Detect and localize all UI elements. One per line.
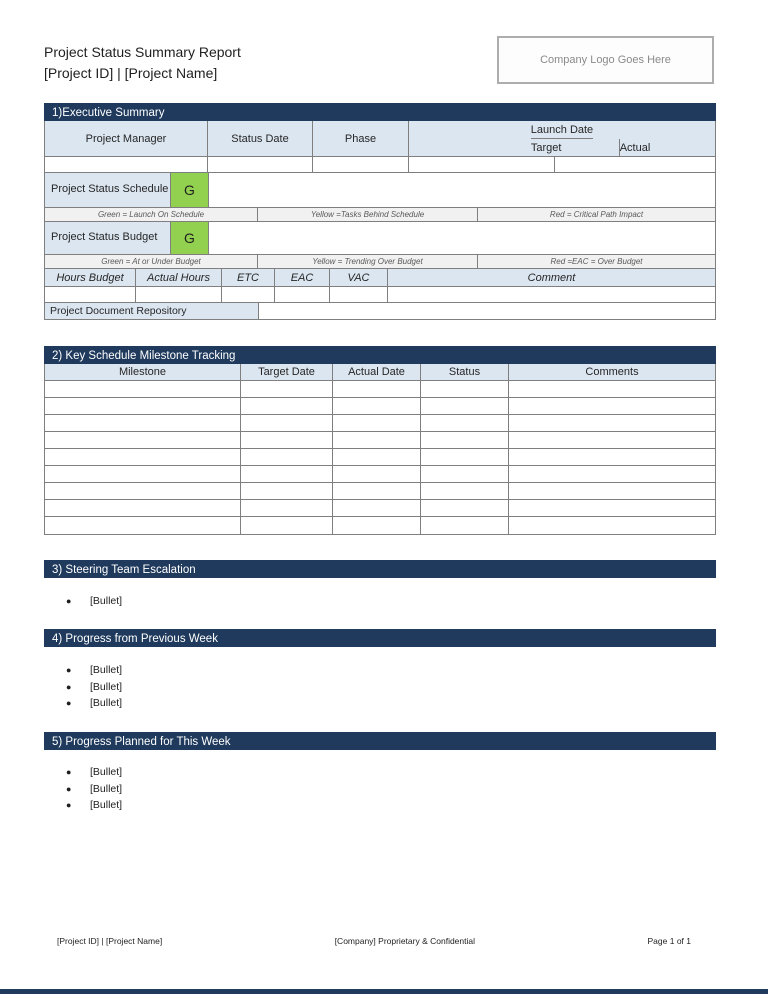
budget-legend-row (45, 255, 715, 269)
section-header-milestone-tracking (44, 346, 716, 364)
milestone-cell[interactable] (421, 466, 509, 482)
col-header-vac: VAC (330, 269, 388, 286)
table-row (45, 483, 715, 500)
eac-field[interactable] (275, 287, 330, 302)
footer-page-number: Page 1 of 1 (647, 936, 691, 946)
steering-escalation-bullets (66, 595, 122, 612)
table-row (45, 398, 715, 415)
list-item[interactable] (66, 766, 122, 783)
schedule-status-indicator[interactable]: G (171, 173, 209, 207)
milestone-cell[interactable] (45, 398, 241, 414)
section-title: 3) Steering Team Escalation (52, 564, 196, 576)
section-header-progress-previous-week (44, 629, 716, 647)
bullet-icon: ● (66, 767, 72, 777)
milestone-cell[interactable] (241, 381, 333, 397)
milestone-cell[interactable] (509, 398, 715, 414)
hours-data-row (45, 287, 715, 303)
section-title: 2) Key Schedule Milestone Tracking (52, 350, 236, 362)
bullet-icon: ● (66, 681, 72, 692)
bullet-text: [Bullet] (90, 782, 123, 795)
progress-this-week-bullets (66, 766, 122, 816)
milestone-header-row (45, 364, 715, 381)
section-title: 1)Executive Summary (52, 107, 165, 119)
milestone-cell[interactable] (333, 466, 421, 482)
milestone-cell[interactable] (509, 483, 715, 499)
budget-status-indicator[interactable]: G (171, 222, 209, 254)
col-header-project-manager: Project Manager (45, 121, 208, 156)
list-item[interactable] (66, 595, 122, 612)
launch-actual-field[interactable] (555, 157, 715, 172)
col-header-eac: EAC (275, 269, 330, 286)
col-header-actual: Actual (620, 139, 651, 156)
milestone-cell[interactable] (333, 517, 421, 534)
footer-confidential: [Company] Proprietary & Confidential (334, 936, 476, 946)
milestone-cell[interactable] (45, 415, 241, 431)
section-header-progress-this-week (44, 732, 716, 750)
col-header-phase: Phase (313, 121, 409, 156)
project-manager-field[interactable] (45, 157, 208, 172)
col-header-launch-date: Launch Date (531, 121, 593, 139)
milestone-cell[interactable] (45, 466, 241, 482)
legend-red-budget: Red =EAC = Over Budget (478, 255, 715, 268)
milestone-cell[interactable] (333, 398, 421, 414)
milestone-cell[interactable] (241, 415, 333, 431)
status-date-field[interactable] (208, 157, 313, 172)
table-row (45, 500, 715, 517)
col-header-hours-budget: Hours Budget (45, 269, 136, 286)
progress-previous-week-bullets (66, 664, 122, 714)
milestone-cell[interactable] (421, 432, 509, 448)
legend-green-schedule: Green = Launch On Schedule (45, 208, 258, 221)
actual-hours-field[interactable] (136, 287, 222, 302)
milestone-cell[interactable] (509, 500, 715, 516)
bullet-text: [Bullet] (90, 766, 123, 778)
col-header-milestone: Milestone (45, 364, 241, 380)
bullet-icon: ● (66, 596, 72, 606)
milestone-cell[interactable] (45, 432, 241, 448)
list-item[interactable] (66, 697, 122, 714)
legend-red-schedule: Red = Critical Path Impact (478, 208, 715, 221)
legend-yellow-budget: Yellow = Trending Over Budget (258, 255, 478, 268)
bullet-icon: ● (66, 783, 72, 794)
milestone-cell[interactable] (333, 449, 421, 465)
hours-budget-field[interactable] (45, 287, 136, 302)
milestone-cell[interactable] (333, 381, 421, 397)
milestone-cell[interactable] (509, 466, 715, 482)
milestone-cell[interactable] (421, 500, 509, 516)
vac-field[interactable] (330, 287, 388, 302)
milestone-cell[interactable] (45, 483, 241, 499)
exec-header-row (45, 121, 715, 157)
milestone-cell[interactable] (45, 500, 241, 516)
milestone-empty-rows (45, 381, 715, 534)
milestone-cell[interactable] (333, 500, 421, 516)
milestone-cell[interactable] (241, 483, 333, 499)
milestone-cell[interactable] (241, 449, 333, 465)
milestone-cell[interactable] (509, 517, 715, 534)
table-row (45, 466, 715, 483)
list-item[interactable] (66, 783, 122, 800)
bullet-text: [Bullet] (90, 595, 123, 607)
etc-field[interactable] (222, 287, 275, 302)
exec-data-row (45, 157, 715, 173)
col-header-etc: ETC (222, 269, 275, 286)
milestone-cell[interactable] (509, 432, 715, 448)
milestone-cell[interactable] (421, 449, 509, 465)
bullet-text: [Bullet] (90, 664, 123, 676)
section-header-executive-summary (44, 103, 716, 121)
list-item[interactable] (66, 681, 122, 698)
col-header-launch-date-group (409, 121, 715, 156)
schedule-status-row (45, 173, 715, 208)
company-logo-placeholder[interactable] (497, 36, 714, 84)
milestone-cell[interactable] (421, 398, 509, 414)
col-header-comment: Comment (388, 269, 715, 286)
page-footer (57, 936, 691, 946)
col-header-comments: Comments (509, 364, 715, 380)
table-row (45, 449, 715, 466)
milestone-cell[interactable] (333, 432, 421, 448)
repository-row (45, 303, 715, 319)
milestone-cell[interactable] (421, 483, 509, 499)
table-row (45, 432, 715, 449)
section-title: 5) Progress Planned for This Week (52, 736, 231, 748)
col-header-actual-date: Actual Date (333, 364, 421, 380)
report-title: Project Status Summary Report (44, 44, 241, 60)
hours-header-row (45, 269, 715, 287)
list-item[interactable] (66, 799, 122, 816)
comment-field[interactable] (388, 287, 715, 302)
document-title (44, 42, 241, 84)
budget-status-comment-field[interactable] (209, 222, 715, 254)
bullet-text: [Bullet] (90, 680, 123, 693)
list-item[interactable] (66, 664, 122, 681)
milestone-cell[interactable] (241, 500, 333, 516)
schedule-status-label: Project Status Schedule (45, 173, 171, 207)
section-title: 4) Progress from Previous Week (52, 633, 218, 645)
milestone-cell[interactable] (45, 517, 241, 534)
schedule-legend-row (45, 208, 715, 222)
bullet-icon: ● (66, 665, 72, 675)
legend-yellow-schedule: Yellow =Tasks Behind Schedule (258, 208, 478, 221)
budget-status-label: Project Status Budget (45, 222, 171, 254)
col-header-status: Status (421, 364, 509, 380)
milestone-cell[interactable] (241, 398, 333, 414)
logo-placeholder-text: Company Logo Goes Here (540, 54, 671, 66)
phase-field[interactable] (313, 157, 409, 172)
col-header-status-date: Status Date (208, 121, 313, 156)
col-header-actual-hours: Actual Hours (136, 269, 222, 286)
executive-summary-table (44, 121, 716, 320)
bullet-text: [Bullet] (90, 799, 123, 812)
milestone-cell[interactable] (333, 483, 421, 499)
legend-green-budget: Green = At or Under Budget (45, 255, 258, 268)
next-page-edge-band (0, 989, 768, 994)
milestone-cell[interactable] (509, 415, 715, 431)
schedule-status-comment-field[interactable] (209, 173, 715, 207)
launch-target-field[interactable] (409, 157, 555, 172)
bullet-text: [Bullet] (90, 697, 123, 710)
milestone-cell[interactable] (241, 432, 333, 448)
table-row (45, 381, 715, 398)
budget-status-row (45, 222, 715, 255)
bullet-icon: ● (66, 698, 72, 709)
milestone-cell[interactable] (241, 517, 333, 534)
milestone-cell[interactable] (45, 381, 241, 397)
footer-project-id: [Project ID] | [Project Name] (57, 936, 163, 946)
milestone-cell[interactable] (45, 449, 241, 465)
milestone-cell[interactable] (509, 449, 715, 465)
bullet-icon: ● (66, 800, 72, 811)
milestone-cell[interactable] (241, 466, 333, 482)
milestone-cell[interactable] (421, 517, 509, 534)
section-header-steering-escalation (44, 560, 716, 578)
col-header-target: Target (474, 139, 620, 156)
repository-link-field[interactable] (259, 303, 715, 319)
table-row (45, 415, 715, 432)
repository-label: Project Document Repository (45, 303, 259, 319)
milestone-cell[interactable] (509, 381, 715, 397)
milestone-table (44, 364, 716, 535)
project-id-name: [Project ID] | [Project Name] (44, 65, 218, 81)
milestone-cell[interactable] (421, 415, 509, 431)
table-row (45, 517, 715, 534)
milestone-cell[interactable] (421, 381, 509, 397)
col-header-target-date: Target Date (241, 364, 333, 380)
milestone-cell[interactable] (333, 415, 421, 431)
